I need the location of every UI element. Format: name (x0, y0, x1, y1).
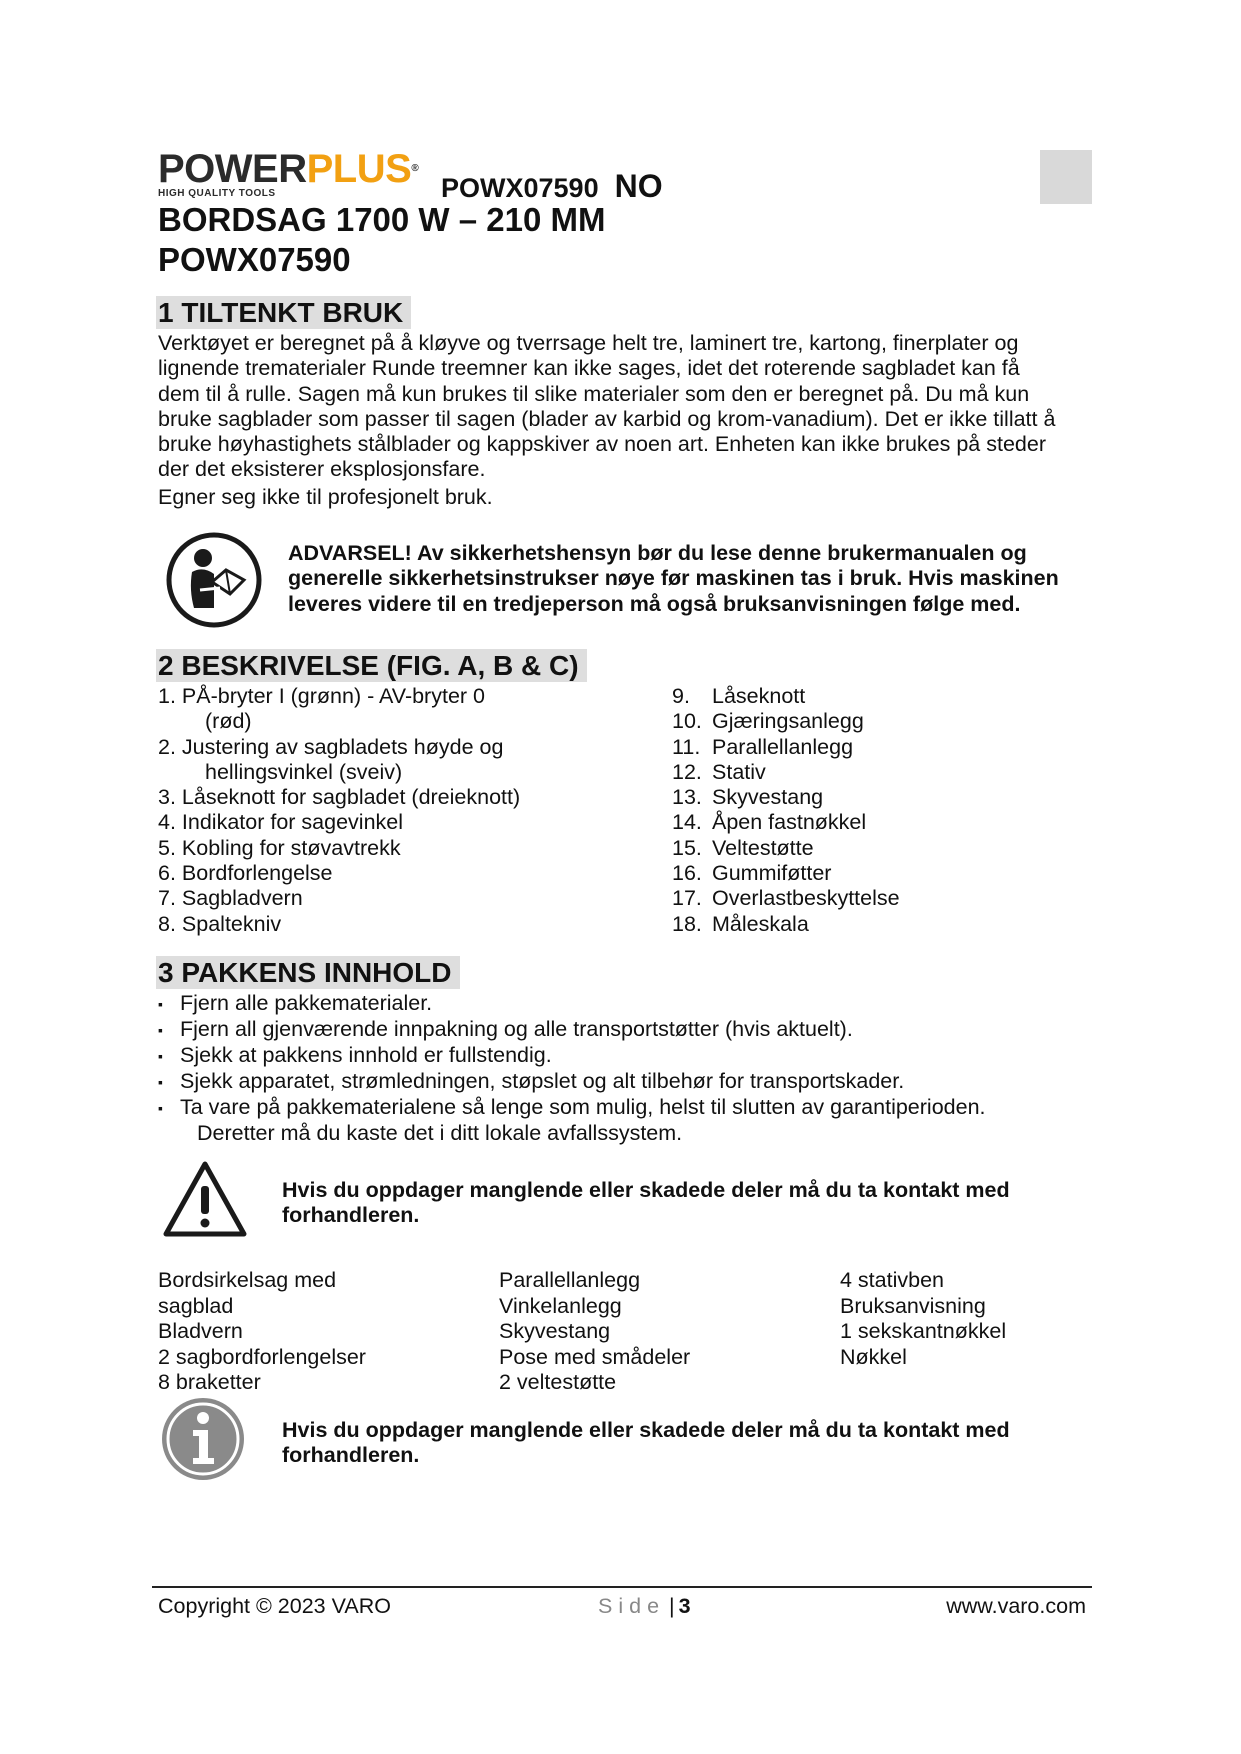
list-item: ▪ Sjekk apparatet, strømledningen, støpslet og alt tilbehør for transportskader. (158, 1068, 905, 1093)
professional-use-note: Egner seg ikke til profesjonelt bruk. (158, 485, 493, 509)
part-item (672, 760, 1092, 785)
part-number: 1. (158, 684, 176, 708)
contents-item: Pose med smådeler (499, 1344, 691, 1369)
part-number: 6. (158, 861, 176, 886)
bullet-icon: ▪ (158, 1099, 163, 1116)
part-item (672, 735, 1092, 760)
part-item (158, 810, 638, 835)
part-label: Veltestøtte (712, 835, 814, 860)
part-number: 4. (158, 810, 176, 835)
warning-line: ADVARSEL! Av sikkerhetshensyn bør du lese denne brukermanualen og (288, 541, 1027, 565)
part-item (158, 684, 638, 709)
contents-column-1 (158, 1268, 366, 1396)
part-number: 7. (158, 886, 176, 911)
part-label: Gummiføtter (712, 861, 832, 886)
intended-use-paragraph (158, 331, 1098, 483)
contents-item: Vinkelanlegg (499, 1293, 622, 1318)
contents-item: sagblad (158, 1293, 234, 1318)
logo-registered-mark: ® (411, 163, 419, 174)
language-code: NO (614, 168, 663, 204)
part-item-continued: hellingsvinkel (sveiv) (205, 759, 403, 784)
part-number: 14. (672, 810, 702, 835)
contents-item: 1 sekskantnøkkel (840, 1319, 1007, 1343)
part-label: Indikator for sagevinkel (181, 810, 404, 835)
part-label: Sagbladvern (181, 886, 303, 911)
language-tab-marker (1040, 150, 1092, 204)
part-label: Bordforlengelse (181, 861, 333, 886)
read-manual-icon (164, 530, 264, 630)
warning-line: generelle sikkerhetsinstrukser nøye før maskinen tas i bruk. Hvis maskinen (288, 566, 1059, 591)
part-label: Gjæringsanlegg (712, 709, 864, 734)
contents-item: 4 stativben (840, 1268, 944, 1292)
page-number: 3 (678, 1594, 691, 1618)
list-item: ▪ Ta vare på pakkematerialene så lenge som mulig, helst til slutten av garantiperioden. (158, 1094, 986, 1119)
page-separator: | (669, 1594, 675, 1618)
part-number: 2. (158, 734, 176, 759)
part-item (672, 810, 1092, 835)
paragraph-line: der det eksisterer eksplosjonsfare. (158, 457, 486, 482)
bullet-icon: ▪ (158, 1021, 163, 1038)
part-item (158, 912, 638, 937)
part-number: 3. (158, 785, 176, 810)
contents-item: Bruksanvisning (840, 1293, 986, 1318)
part-label: Kobling for støvavtrekk (181, 835, 401, 860)
part-item (672, 709, 1092, 734)
part-label: Justering av sagbladets høyde og (181, 734, 504, 759)
footer-divider (152, 1586, 1092, 1588)
bullet-icon: ▪ (158, 1073, 163, 1090)
part-number: 12. (672, 759, 702, 784)
warning-line: forhandleren. (282, 1203, 420, 1228)
bullet-icon: ▪ (158, 1047, 163, 1064)
package-bullet-list (158, 991, 1098, 1146)
part-item (672, 836, 1092, 861)
part-label: Overlastbeskyttelse (712, 886, 900, 911)
part-item (672, 886, 1092, 911)
part-number: 9. (672, 684, 690, 708)
part-label: Stativ (712, 759, 766, 784)
part-item (158, 836, 638, 861)
part-number: 5. (158, 835, 176, 860)
part-label: Åpen fastnøkkel (712, 810, 867, 835)
section-heading-intended-use: 1 TILTENKT BRUK (156, 296, 411, 329)
part-number: 11. (672, 734, 701, 759)
contents-item: Skyvestang (499, 1319, 611, 1343)
part-item (158, 735, 638, 760)
contents-item: Bladvern (158, 1319, 243, 1343)
logo-plus-text: PLUS (306, 147, 412, 191)
part-label: Måleskala (712, 911, 809, 936)
part-number: 10. (672, 709, 702, 734)
footer-copyright: Copyright © 2023 VARO (158, 1594, 391, 1618)
part-label: PÅ-bryter I (grønn) - AV-bryter 0 (181, 684, 485, 708)
list-item: ▪ Sjekk at pakkens innhold er fullstendig. (158, 1042, 552, 1067)
parts-list-right (672, 684, 1092, 937)
part-item (672, 785, 1092, 810)
info-note (282, 1418, 1092, 1469)
paragraph-line: lignende trematerialer Runde treemner kan ikke sages, idet det roterende sagbladet kan få (158, 356, 1020, 381)
parts-list-left (158, 684, 638, 937)
part-item (672, 912, 1092, 937)
contents-item: 2 sagbordforlengelser (158, 1344, 366, 1369)
part-item (672, 861, 1092, 886)
list-item: ▪ Fjern all gjenværende innpakning og alle transportstøtter (hvis aktuelt). (158, 1016, 853, 1041)
part-item (158, 785, 638, 810)
footer-website-link[interactable]: www.varo.com (946, 1594, 1086, 1618)
part-label: Låseknott (712, 684, 806, 708)
paragraph-line: Verktøyet er beregnet på å kløyve og tverrsage helt tre, laminert tre, kartong, finerplater og (158, 331, 1019, 355)
part-item (672, 684, 1092, 709)
part-label: Låseknott for sagbladet (dreieknott) (181, 785, 521, 810)
contents-column-2 (499, 1268, 690, 1396)
logo-tagline: HIGH QUALITY TOOLS (158, 188, 276, 199)
section-heading-description: 2 BESKRIVELSE (FIG. A, B & C) (156, 649, 587, 682)
safety-warning-text (288, 541, 1098, 617)
missing-parts-warning (282, 1178, 1092, 1229)
warning-line: leveres videre til en tredjeperson må også bruksanvisningen følge med. (288, 591, 1021, 616)
warning-triangle-icon (162, 1160, 248, 1238)
brand-logo (158, 147, 428, 199)
part-number: 17. (672, 886, 702, 911)
info-icon (160, 1396, 246, 1482)
info-line: forhandleren. (282, 1443, 420, 1468)
contents-item: 8 braketter (158, 1370, 261, 1394)
part-item-continued: (rød) (205, 709, 252, 734)
contents-item: Nøkkel (840, 1344, 907, 1369)
part-item (158, 861, 638, 886)
info-line: Hvis du oppdager manglende eller skadede deler må du ta kontakt med (282, 1418, 1010, 1442)
list-item-continued: Deretter må du kaste det i ditt lokale avfallssystem. (197, 1120, 683, 1145)
paragraph-line: bruke sagblader som passer til sagen (blader av karbid og krom-vanadium). Det er ikke tillatt å (158, 406, 1056, 431)
list-item: ▪ Fjern alle pakkematerialer. (158, 991, 433, 1015)
contents-item: Parallellanlegg (499, 1268, 641, 1292)
bullet-icon: ▪ (158, 995, 163, 1012)
document-title: BORDSAG 1700 W – 210 MM (158, 201, 606, 238)
contents-item: Bordsirkelsag med (158, 1268, 337, 1292)
part-number: 16. (672, 861, 702, 886)
paragraph-line: bruke høyhastighets stålblader og kappskiver av noen art. Enheten kan ikke brukes på steder (158, 432, 1046, 457)
part-label: Parallellanlegg (712, 734, 854, 759)
contents-column-3 (840, 1268, 1006, 1370)
part-number: 13. (672, 785, 702, 810)
part-number: 8. (158, 911, 176, 936)
model-code: POWX07590 (441, 173, 599, 203)
footer-page-indicator (598, 1592, 691, 1620)
contents-item: 2 veltestøtte (499, 1370, 617, 1394)
document-subtitle: POWX07590 (158, 241, 351, 278)
page-label: Side (598, 1594, 666, 1618)
part-number: 18. (672, 911, 702, 936)
part-label: Spaltekniv (181, 911, 282, 936)
warning-line: Hvis du oppdager manglende eller skadede deler må du ta kontakt med (282, 1178, 1010, 1202)
paragraph-line: dem til å rulle. Sagen må kun brukes til slike materialer som den er beregnet på. Du må kun (158, 381, 1030, 406)
part-label: Skyvestang (712, 785, 824, 810)
part-item (158, 886, 638, 911)
section-heading-package-contents: 3 PAKKENS INNHOLD (156, 956, 460, 989)
logo-power-text: POWER (158, 147, 307, 191)
part-number: 15. (672, 835, 702, 860)
